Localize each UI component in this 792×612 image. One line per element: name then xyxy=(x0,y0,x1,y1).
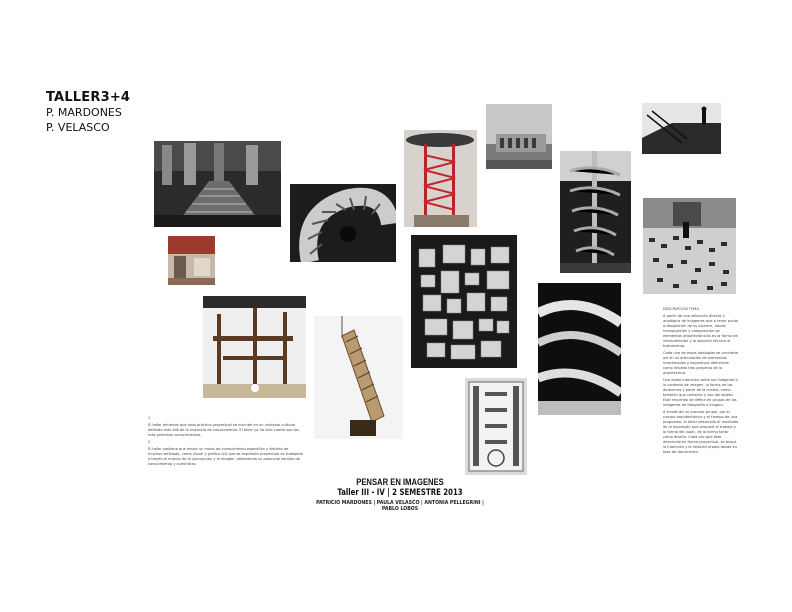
right-paragraph-3: Una doble intención sobre las imágenes y la contexto de imagen, la forma de las dinámicas y parte de la misma, como también que contexto y uso del objeto. Este recorrido se define en grupos de las imágenes de fotografía e imagen. xyxy=(663,378,739,407)
left-heading-2: 2 xyxy=(148,440,151,444)
left-text-block xyxy=(148,416,303,469)
left-heading-1: 1 xyxy=(148,416,151,420)
right-heading: DESCRIPCIÓN TEMA xyxy=(663,307,699,311)
right-paragraph-1: A partir de una selección directa y analógica de imágenes que a tener punto a disposición de su alcance, donde manipulación y composición de elementos arquitectónicos es la forma de interpretación y la solución técnica el tratamiento. xyxy=(663,314,739,348)
photo-wooden-structure xyxy=(203,296,306,398)
footer xyxy=(300,477,500,512)
footer-credits: PATRICIO MARDONES | PAULA VELASCO | ANTONIA PELLEGRINI | PABLO LOBOS xyxy=(316,500,484,512)
photo-tall-spiral xyxy=(560,151,631,273)
header xyxy=(46,90,130,135)
footer-title: PENSAR EN IMAGENES xyxy=(356,477,444,487)
right-text-block xyxy=(663,307,739,457)
photo-red-interior xyxy=(168,236,215,285)
right-paragraph-4: A través de un proceso grupal, por el cuerpo arquitectónico y el tiempo de una propuesta, el taller desarrollo el resultado de la expresión que propone el trabajo y la forma del lugar, de la forma tanto como diseño. Cada vez que éste desarrolla en forma proyectual, se busca la intención y la relación propia desde su fase de documento. xyxy=(663,410,739,454)
photo-stair-figure xyxy=(642,103,721,154)
footer-course: Taller III - IV | 2 SEMESTRE 2013 xyxy=(337,488,463,498)
photo-collage-board xyxy=(411,235,517,368)
photo-plan-drawing xyxy=(465,378,527,475)
left-paragraph-2: El taller sostiene que existe un modo de conocimiento específico y distinto de muchos señalado, como visual y gráfico (el) que se expresión proyectual es trabajado a través el mundo de la concepción y la imagen, obteniendo su potencial sentido de conocimiento y suministro. xyxy=(148,447,303,466)
photo-floating-stairs xyxy=(538,283,621,415)
photo-floor-installation xyxy=(643,198,736,294)
author-1: P. MARDONES xyxy=(46,106,122,119)
photo-stair-model xyxy=(314,316,403,439)
author-2: P. VELASCO xyxy=(46,121,110,134)
left-paragraph-1: El taller entiende que todo práctica proyectual se inscribe en un contexto cultural definido más allá de la instancia de conocimiento. El taller ya ha sido cuales son los más próximos conocimientos. xyxy=(148,423,300,437)
photo-grand-staircase xyxy=(154,141,281,227)
photo-building xyxy=(486,104,552,169)
page-title: TALLER3+4 xyxy=(46,90,131,105)
right-paragraph-2: Cada una de estas tipologías se convierte así en su articulación de elementos relacionados y expresivos diferentes como llevado tras proyecto de la arquitectura. xyxy=(663,351,739,375)
photo-red-spiral-tower xyxy=(404,130,477,227)
photo-spiral-stair xyxy=(290,184,396,262)
